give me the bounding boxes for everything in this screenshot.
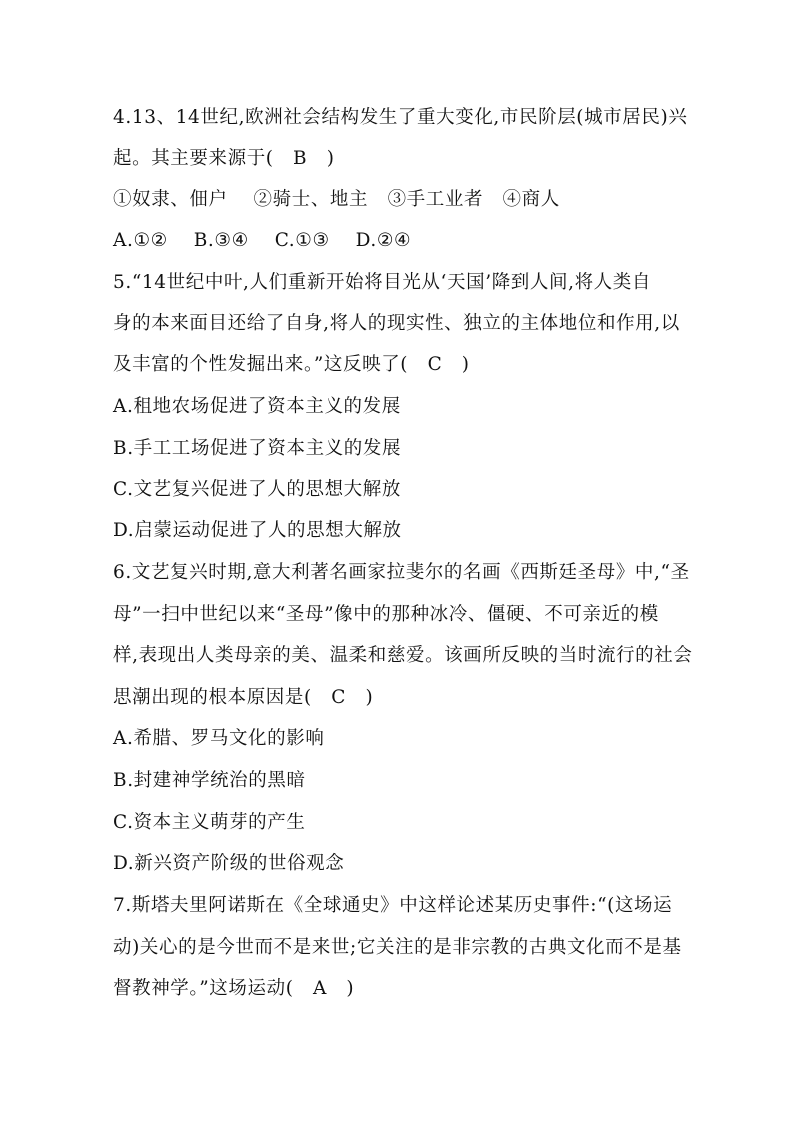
q5-stem-line-2: 身的本来面目还给了自身,将人的现实性、独立的主体地位和作用,以 [113, 313, 680, 334]
q5-option-d: D.启蒙运动促进了人的思想大解放 [113, 520, 402, 541]
q7-stem-line-2: 动)关心的是今世而不是来世;它关注的是非宗教的古典文化而不是基 [113, 937, 682, 958]
q6-option-c: C.资本主义萌芽的产生 [113, 812, 306, 833]
q5-option-b: B.手工工场促进了资本主义的发展 [113, 438, 402, 459]
q4-stem-line-2: 起。其主要来源于( B ) [113, 148, 335, 169]
q6-option-b: B.封建神学统治的黑暗 [113, 770, 306, 791]
q4-items: ①奴隶、佃户 ②骑士、地主 ③手工业者 ④商人 [113, 189, 560, 210]
q6-stem-line-1: 6.文艺复兴时期,意大利著名画家拉斐尔的名画《西斯廷圣母》中,“圣 [113, 562, 690, 583]
q6-option-a: A.希腊、罗马文化的影响 [113, 728, 325, 749]
q6-stem-line-4: 思潮出现的根本原因是( C ) [113, 687, 374, 708]
q7-stem-line-1: 7.斯塔夫里阿诺斯在《全球通史》中这样论述某历史事件:“(这场运 [113, 895, 673, 916]
q6-stem-line-3: 样,表现出人类母亲的美、温柔和慈爱。该画所反映的当时流行的社会 [113, 645, 693, 666]
q5-stem-line-1: 5.“14世纪中叶,人们重新开始将目光从‘天国’降到人间,将人类自 [113, 272, 651, 293]
q4-options: A.①② B.③④ C.①③ D.②④ [113, 230, 412, 251]
q6-option-d: D.新兴资产阶级的世俗观念 [113, 853, 345, 874]
q4-stem-line-1: 4.13、14世纪,欧洲社会结构发生了重大变化,市民阶层(城市居民)兴 [113, 107, 688, 128]
q6-stem-line-2: 母”一扫中世纪以来“圣母”像中的那种冰冷、僵硬、不可亲近的模 [113, 604, 659, 625]
q5-option-a: A.租地农场促进了资本主义的发展 [113, 396, 401, 417]
q7-stem-line-3: 督教神学。”这场运动( A ) [113, 978, 355, 999]
q5-option-c: C.文艺复兴促进了人的思想大解放 [113, 479, 401, 500]
q5-stem-line-3: 及丰富的个性发掘出来。”这反映了( C ) [113, 354, 470, 375]
